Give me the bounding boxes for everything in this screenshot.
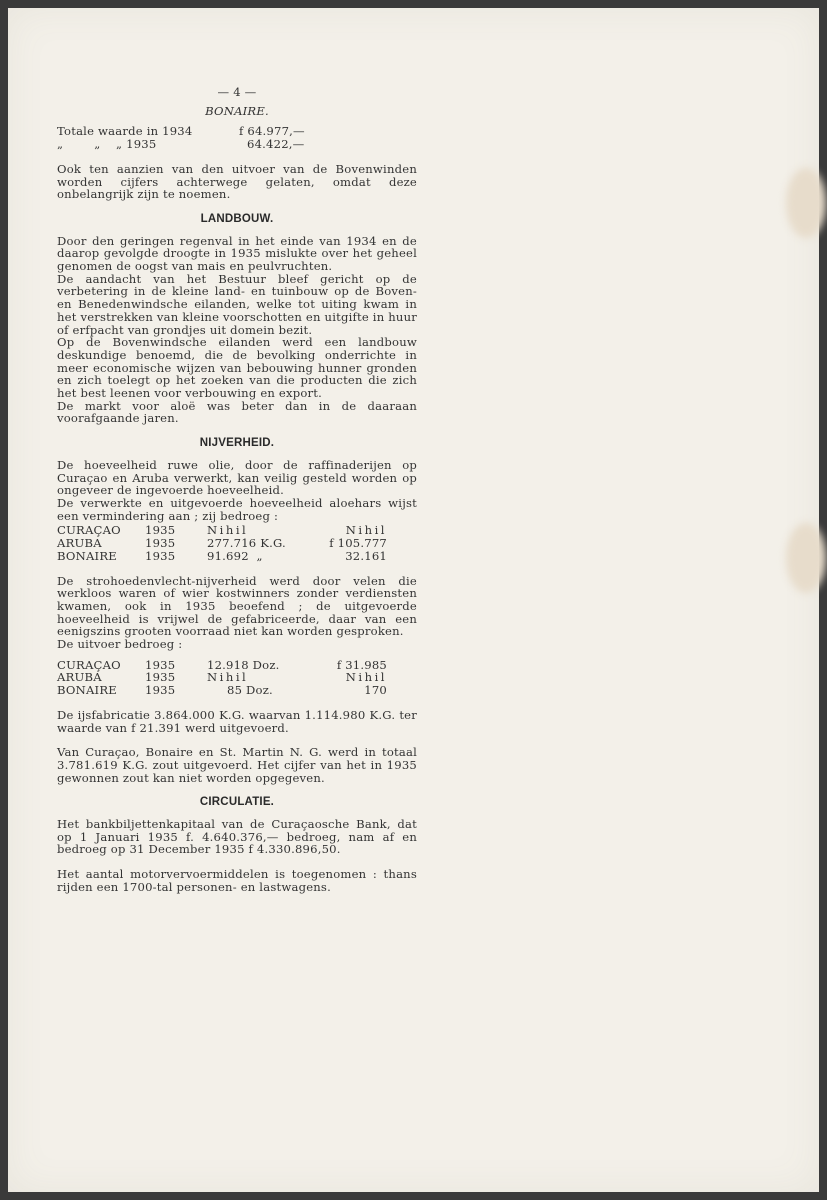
region-title: BONAIRE. <box>205 103 269 118</box>
island-cell: BONAIRE <box>57 683 117 698</box>
island-cell: CURAÇAO <box>57 657 121 672</box>
totale-waarde-row <box>57 138 417 151</box>
nijverheid-paragraph: De hoeveelheid ruwe olie, door de raffinaderijen op Curaçao en Aruba verwerkt, kan veilig gesteld worden op ongeveer de ingevoerde hoeveelheid. <box>57 457 417 498</box>
aloe-table <box>57 524 387 562</box>
text-column <box>57 86 417 894</box>
amount-cell: Nihil <box>207 670 249 685</box>
value-cell: Nihil <box>345 523 387 538</box>
totale-waarde-block <box>57 125 417 150</box>
intro-paragraph: Ook ten aanzien van den uitvoer van de Bovenwinden worden cijfers achterwege gelaten, omdat deze onbelangrijk zijn te noemen. <box>57 161 417 202</box>
salt-paragraph: Van Curaçao, Bonaire en St. Martin N. G. werd in totaal 3.781.619 K.G. zout uitgevoerd. Het cijfer van het in 1935 gewonnen zout kan niet worden opgegeven. <box>57 745 417 785</box>
paper-stain <box>786 523 826 593</box>
island-cell: CURAÇAO <box>57 523 121 538</box>
year-cell: 1935 <box>145 657 176 672</box>
year-cell: 1935 <box>145 683 176 698</box>
value-cell: 170 <box>364 683 387 698</box>
landbouw-paragraph: Door den geringen regenval in het einde van 1934 en de daarop gevolgde droogte in 1935 mislukte over het geheel genomen de oogst van mais en peulvruchten. <box>57 233 417 274</box>
section-heading-nijverheid: NIJVERHEID. <box>199 437 275 450</box>
section-heading-landbouw: LANDBOUW. <box>200 212 274 225</box>
circulatie-paragraph: Het aantal motorvervoermiddelen is toegenomen : thans rijden een 1700-tal personen- en lastwagens. <box>57 867 417 894</box>
totale-waarde-label: Totale waarde in 1934 <box>57 124 193 139</box>
year-cell: 1935 <box>145 536 176 551</box>
totale-waarde-label: „ „ „ 1935 <box>57 137 157 152</box>
nijverheid-paragraph: De verwerkte en uitgevoerde hoeveelheid aloehars wijst een vermindering aan ; zij bedroeg : <box>57 495 417 523</box>
circulatie-paragraph: Het bankbiljettenkapitaal van de Curaçaosche Bank, dat op 1 Januari 1935 f. 4.640.376,— bedroeg, nam af en bedroeg op 31 December 1935 f 4.330.896,50. <box>57 817 417 857</box>
value-cell: 32.161 <box>345 548 387 563</box>
amount-cell: 91.692 „ <box>207 548 263 563</box>
totale-waarde-value: 64.422,— <box>247 137 305 152</box>
island-cell: ARUBA <box>57 670 102 685</box>
table-row <box>57 684 387 697</box>
year-cell: 1935 <box>145 523 176 538</box>
paper-stain <box>786 168 826 238</box>
year-cell: 1935 <box>145 548 176 563</box>
value-cell: f 105.777 <box>329 536 387 551</box>
year-cell: 1935 <box>145 670 176 685</box>
table-row <box>57 550 387 563</box>
straw-paragraph: De strohoedenvlecht-nijverheid werd door velen die werkloos waren of wier kostwinners zonder verdiensten kwamen, ook in 1935 beoefend ; de uitgevoerde hoeveelheid is vrijwel de gefabriceerde, daar van een eenigszins grooten voorraad niet kan worden gesproken. <box>57 573 417 639</box>
amount-cell: 277.716 K.G. <box>207 536 286 551</box>
landbouw-paragraph: Op de Bovenwindsche eilanden werd een landbouw deskundige benoemd, die de bevolking onderrichte in meer economische wijzen van bebouwing hunner gronden en zich toelegt op het zoeken van die producten die zich het best leenen voor verbouwing en export. <box>57 335 417 401</box>
island-cell: BONAIRE <box>57 548 117 563</box>
amount-cell: Nihil <box>207 523 249 538</box>
value-cell: f 31.985 <box>336 657 387 672</box>
value-cell: Nihil <box>345 670 387 685</box>
island-cell: ARUBA <box>57 536 102 551</box>
section-heading-circulatie: CIRCULATIE. <box>199 796 275 809</box>
page-number: — 4 — <box>217 85 257 99</box>
amount-cell: 85 Doz. <box>227 683 273 698</box>
amount-cell: 12.918 Doz. <box>207 657 280 672</box>
landbouw-paragraph: De aandacht van het Bestuur bleef gericht op de verbetering in de kleine land- en tuinbouw op de Boven- en Benedenwindsche eilanden, welke tot uiting kwam in het verstrekken van kleine voorschotten en uitgifte in huur of erfpacht van grondjes uit domein bezit. <box>57 271 417 337</box>
totale-waarde-value: f 64.977,— <box>239 124 305 139</box>
hats-table <box>57 659 387 697</box>
ice-paragraph: De ijsfabricatie 3.864.000 K.G. waarvan 1.114.980 K.G. ter waarde van f 21.391 werd uitgevoerd. <box>57 707 417 735</box>
landbouw-paragraph: De markt voor aloë was beter dan in de daaraan voorafgaande jaren. <box>57 398 417 426</box>
export-intro: De uitvoer bedroeg : <box>57 637 183 652</box>
table-row <box>57 537 387 550</box>
